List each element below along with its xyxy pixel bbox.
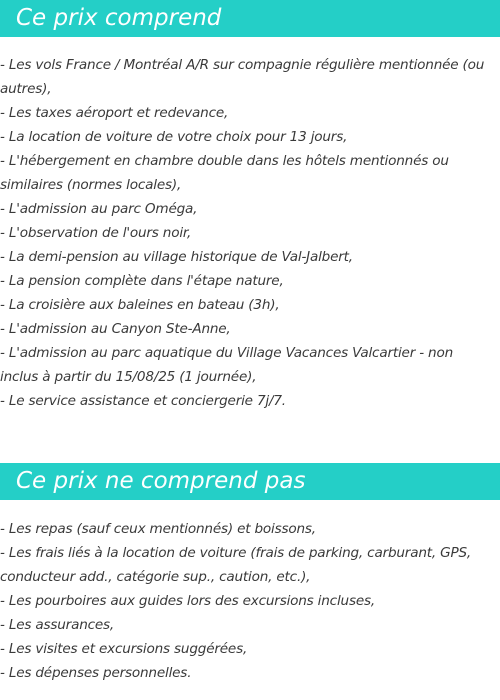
included-header: Ce prix comprend	[0, 0, 500, 37]
list-item: - L'hébergement en chambre double dans les hôtels mentionnés ou similaires (normes locales),	[0, 153, 449, 193]
list-item: - Les frais liés à la location de voiture (frais de parking, carburant, GPS, conducteur add., catégorie sup., caution, etc.),	[0, 545, 471, 585]
list-item: - Les repas (sauf ceux mentionnés) et boissons,	[0, 521, 316, 537]
list-item: - La location de voiture de votre choix pour 13 jours,	[0, 129, 348, 145]
excluded-section	[0, 463, 500, 685]
excluded-header: Ce prix ne comprend pas	[0, 463, 500, 500]
list-item: - L'observation de l'ours noir,	[0, 225, 192, 241]
list-item: - Les pourboires aux guides lors des excursions incluses,	[0, 593, 375, 609]
list-item: - Le service assistance et conciergerie 7j/7.	[0, 393, 286, 409]
list-item: - Les vols France / Montréal A/R sur compagnie régulière mentionnée (ou autres),	[0, 57, 485, 97]
list-item: - La croisière aux baleines en bateau (3h),	[0, 297, 280, 313]
list-item: - La pension complète dans l'étape nature,	[0, 273, 284, 289]
list-item: - Les taxes aéroport et redevance,	[0, 105, 229, 121]
list-item: - L'admission au Canyon Ste-Anne,	[0, 321, 231, 337]
excluded-list	[0, 500, 500, 685]
list-item: - Les visites et excursions suggérées,	[0, 641, 248, 657]
list-item: - Les dépenses personnelles.	[0, 665, 192, 681]
included-list	[0, 37, 500, 413]
list-item: - L'admission au parc Oméga,	[0, 201, 198, 217]
list-item: - La demi-pension au village historique de Val-Jalbert,	[0, 249, 353, 265]
list-item: - L'admission au parc aquatique du Village Vacances Valcartier - non inclus à partir du 15/08/25 (1 journée),	[0, 345, 454, 385]
list-item: - Les assurances,	[0, 617, 115, 633]
